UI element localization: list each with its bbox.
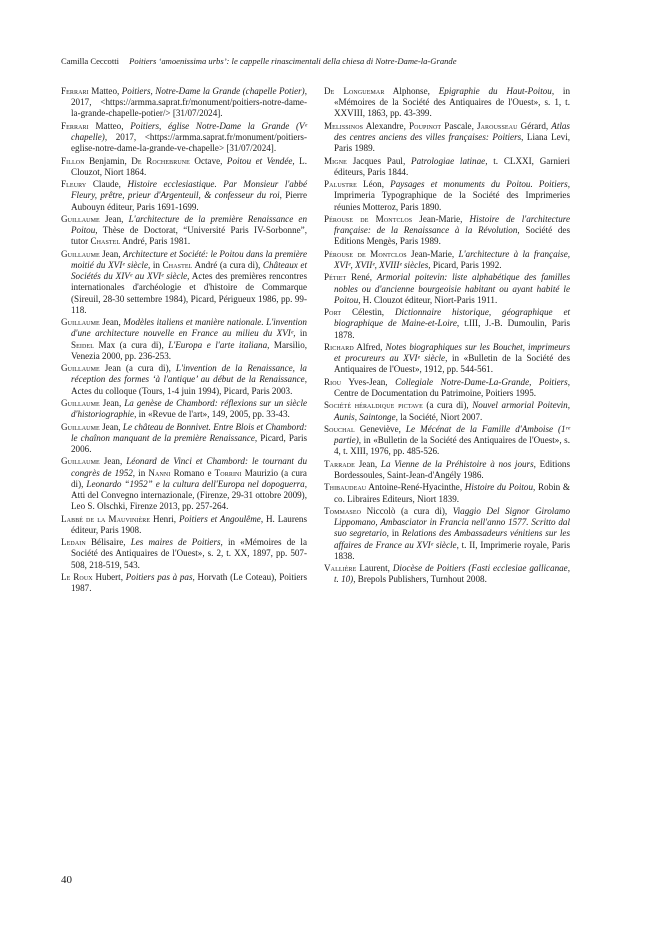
entry-text: Benjamin, [84,155,132,166]
bibliography-entry [61,156,307,178]
entry-text: , Actes des premières rencontres internationales d'archéologie et d'histoire de Commarque (Sireuil, 28-30 settembre 1984), Picard, Périgueux 1986, pp. 99-118. [71,271,307,315]
entry-title-text: Dictionnaire historique, géographique et biographique de Maine-et-Loire [334,307,571,329]
entry-author-name: Pérouse de Montclos [324,213,413,224]
entry-title-text: Relations des Ambassadeurs vénitiens sur les affaires de France au XVIᵉ siècle [334,528,570,550]
entry-text: (a cura di), [422,400,473,411]
entry-author-name: De Longuemar [324,86,385,96]
entry-title-text: Léonard de Vinci et Chambord: le tournant du congrès de 1952 [71,456,308,478]
bibliography-entry [61,537,307,571]
entry-text: , Picard, Paris 2006. [71,432,308,454]
entry-title-text: L'architecture de la première Renaissance en Poitou [71,213,307,236]
entry-title-text: Patrologiae latinae [411,155,486,166]
entry-text: Jean, [99,248,123,259]
entry-title-text: Poitiers pas à pas [125,571,193,582]
entry-title-text: Histoire ecclesiastique. Par Monsieur l'abbé Fleury, prêtre, prieur d'Argenteuil, & confesseur du roi [71,179,307,201]
entry-author-name: Pétiet [324,272,347,283]
entry-title-text: Diocèse de Poitiers (Fasti ecclesiae gallicanae, t. 10) [334,563,570,585]
page-number: 40 [61,874,72,886]
entry-author-name: Guillaume [61,213,100,224]
bibliography-entry [324,272,570,306]
entry-title-text: La Vienne de la Préhistoire à nos jours [380,458,534,469]
entry-text: Jean, [99,397,125,408]
entry-text: Alphonse, [384,86,439,96]
entry-text: , in [132,467,149,478]
entry-title-text: Paysages et monuments du Poitou. Poitiers [390,179,568,190]
entry-text: , t. CLXXI, Garnieri éditeurs, Paris 1844. [334,155,571,177]
bibliography-entry [61,514,307,536]
entry-author-name: Ferrari [61,120,89,131]
entry-text: Romano e [170,467,215,478]
entry-text: Maurizio (a cura di), [71,467,307,489]
entry-title-text: Notes biographiques sur les Bouchet, imprimeurs et procureurs au XVIᵉ siècle [334,341,570,364]
entry-title-text: Atlas des centres anciens des villes françaises: Poitiers [334,120,570,142]
entry-author-name: Société héraldique pictave [324,400,423,411]
entry-author-name: Melissinos [324,120,364,131]
entry-text: Matteo, [88,120,131,131]
bibliography-entry [324,214,570,248]
entry-text: Célestin, [341,307,395,318]
bibliography-entry [324,563,570,585]
bibliography-entry [324,121,570,155]
bibliography-entry [61,363,307,397]
entry-text: , in [147,259,163,270]
bibliography-left-column [61,86,307,596]
bibliography-entry [61,179,307,213]
entry-author-name: Richard [324,341,354,352]
bibliography-entry [61,422,307,456]
entry-text: , in «Bulletin de la Société des Antiquaires de l'Ouest», 1912, pp. 544-561. [334,353,570,375]
entry-text: , Pierre Aubouyn éditeur, Paris 1691-1699. [71,190,307,212]
entry-text: , in «Bulletin de la Société des Antiquaires de l'Ouest», s. 4, t. XIII, 1976, pp. 485-526. [334,435,570,457]
entry-text: Henri, [150,513,179,524]
entry-title-text: Poitiers, Notre-Dame la Grande (chapelle Potier) [121,86,305,96]
entry-text: André (a cura di), [192,259,263,270]
bibliography-entry [324,86,570,120]
entry-title-text: Modèles italiens et manière nationale. L'invention d'une architecture nouvelle en France au milieu du XVIᵉ [71,317,307,339]
entry-text: André, Paris 1981. [120,236,191,247]
entry-author-name: Pérouse de Montclos [324,248,407,259]
entry-text: Seidel [71,339,94,350]
entry-text: Alexandre, [363,120,409,131]
entry-text: , H. Clouzot éditeur, Niort-Paris 1911. [358,294,498,305]
running-head-title: Poitiers ‘amoenissima urbs’: le cappelle rinascimentali della chiesa di Notre-Dame-la-Grande [129,56,457,66]
entry-author-name: Le Roux [61,571,93,582]
entry-author-name: Tarrade [324,458,355,469]
bibliography-entry [61,456,307,512]
entry-author-name: Ferrari [61,86,89,96]
entry-title-text: Architecture et Société: le Poitou dans la première moitié du XVIᵉ siècle [71,248,307,270]
entry-text: , in [293,328,307,339]
bibliography-entry [324,424,570,458]
entry-author-name: Guillaume [61,317,100,328]
bibliography-entry [61,398,307,420]
bibliography-entry [324,459,570,481]
entry-text: , la Société, Niort 2007. [395,411,483,422]
entry-title-text: L'invention de la Renaissance, la réception des formes ‘à l'antique’ au début de la Renaissance [71,363,307,385]
entry-text: Laurent, [356,563,393,574]
bibliography-entry [324,342,570,376]
entry-text: , t.III, J.-B. Dumoulin, Paris 1878. [334,318,570,340]
entry-author-name: Vallière [324,563,357,574]
entry-title-text: Les maires de Poitiers [130,537,221,548]
entry-author-name: Souchal [324,423,355,434]
entry-title-text: Le château de Bonnivet. Entre Blois et Chambord: le chaînon manquant de la première Renaissance [71,421,307,443]
bibliography-entry [324,506,570,562]
entry-text: Poupinot [408,120,442,131]
entry-text: Matteo, [88,86,122,96]
entry-author-name: Guillaume [61,397,100,408]
entry-author-name: Guillaume [61,363,100,374]
entry-text: , Centre de Documentation du Patrimoine, Poitiers 1995. [334,376,570,398]
entry-text: Léon, [356,179,391,190]
entry-text: Geneviève, [354,423,406,434]
entry-text: , 2017, <https://armma.saprat.fr/monument/poitiers-eglise-notre-dame-la-grande-ve-chapelle> [31/07/2024]. [71,132,307,154]
entry-text: Nanni [148,467,171,478]
entry-text: , in «Mémoires de la Société des Antiquaires de l'Ouest», s. 1, t. XXVIII, 1863, pp. 43-399. [334,86,570,119]
entry-text: Jean (a cura di), [99,363,176,374]
entry-title-text: Poitou et Vendée [226,155,293,166]
entry-text: Jean, [99,456,127,467]
bibliography-entry [61,214,307,248]
entry-title-text: L'Europa e l'arte italiana [168,339,268,350]
entry-text: , Horvath (Le Coteau), Poitiers 1987. [71,571,307,594]
entry-text: , Robin & co. Libraires Editeurs, Niort 1839. [334,482,570,504]
entry-title-text: Poitiers et Angoulême [178,513,261,524]
entry-text: , Imprimeria Typographique de la Société des Imprimeries réunies Motteroz, Paris 1890. [334,179,570,212]
entry-title-text: L'architecture à la française, XVIᵉ, XVIIᵉ, XVIIIᵉ siècles [334,248,571,270]
entry-text: Jacques Paul, [346,155,412,166]
entry-text: , in «Mémoires de la Société des Antiquaires de l'Ouest», s. 2, t. XX, 1897, pp. 507-508, 218-519, 543. [71,537,307,570]
entry-author-name: Ledain [61,537,86,548]
bibliography-entry [61,121,307,155]
entry-text: Antoine-René-Hyacinthe, [366,482,465,493]
bibliography-entry [324,249,570,271]
entry-text: Pascale, [441,120,477,131]
bibliography-entry [61,317,307,362]
entry-author-name: Thibaudeau [324,482,367,493]
entry-author-name: Fillon [61,155,85,166]
entry-author-name: Guillaume [61,421,100,432]
entry-title-text: Histoire de l'architecture française: de la Renaissance à la Révolution [334,213,570,236]
entry-text: , Brepols Publishers, Turnhout 2008. [353,574,487,585]
entry-title-text: Viaggio Del Signor Girolamo Lippomano, Ambasciator in Francia nell'anno 1577. Scritto dal suo segretario [334,505,570,539]
entry-text: , L. Clouzot, Niort 1864. [71,155,307,177]
entry-author-name: Guillaume [61,248,100,259]
entry-text: , in «Revue de l'art», 149, 2005, pp. 33-43. [134,409,290,420]
entry-text: , in [386,528,402,539]
entry-text: Jean, [99,317,124,328]
entry-text: Chastel [90,236,121,247]
entry-text: , Picard, Paris 1992. [428,259,502,270]
entry-title-text: Poitiers, église Notre-Dame la Grande (Vᵉ chapelle) [71,120,307,142]
entry-text: , Editions Bordessoules, Saint-Jean-d'Angély 1986. [334,458,570,480]
entry-title-text: Epigraphie du Haut-Poitou [438,86,552,96]
entry-text: Max (a cura di), [93,339,169,350]
entry-author-name: Palustre [324,179,357,190]
entry-text: Jarousseau [476,120,518,131]
entry-title-text: La genèse de Chambord: réflexions sur un siècle d'historiographie [71,397,308,420]
running-head-author: Camilla Ceccotti [61,56,119,66]
entry-text: Jean, [354,458,381,469]
entry-text: Hubert, [92,571,126,582]
entry-title-text: Histoire du Poitou [464,482,534,493]
entry-title-text: Nouvel armorial Poitevin, Aunis, Saintonge [334,400,570,422]
entry-text: , Société des Editions Mengès, Paris 1989. [334,225,570,247]
bibliography-entry [324,377,570,399]
bibliography-entry [324,482,570,504]
bibliography-entry [324,156,570,178]
entry-title-text: Collegiale Notre-Dame-La-Grande, Poitiers [395,376,568,387]
entry-text: , Actes du colloque (Tours, 1-4 juin 1994), Picard, Paris 2003. [71,374,307,396]
entry-text: Claude, [86,179,128,190]
entry-text: Jean, [99,421,123,432]
entry-author-name: Fleury [61,179,87,190]
entry-title-text: Châteaux et Sociétés du XIVᵉ au XVIᵉ siècle [71,259,307,282]
entry-author-name: Port [324,307,342,318]
entry-text: Chastel [162,259,193,270]
entry-text: Alfred, [353,341,386,352]
entry-text: Jean-Marie, [406,248,459,259]
bibliography-entry [61,86,307,120]
entry-text: Jean-Marie, [412,213,470,224]
entry-text: , Marsilio, Venezia 2000, pp. 236-253. [71,339,308,361]
bibliography-entry [324,307,570,341]
entry-text: , Atti del Convegno internazionale, (Firenze, 29-31 ottobre 2009), Leo S. Olschki, Firenze 2013, pp. 257-264. [71,478,307,512]
entry-text: Torrini [214,467,242,478]
entry-author-name: Labbé de la Mauvinière [61,513,151,524]
bibliography-entry [324,400,570,422]
bibliography-entry [324,179,570,213]
entry-text: De Rochebrune [131,155,190,166]
entry-text: , Thèse de Doctorat, “Université Paris IV-Sorbonne”, tutor [71,225,307,247]
entry-text: Gérard, [517,120,552,131]
entry-text: Octave, [189,155,227,166]
entry-text: Jean, [99,213,129,224]
entry-text: , H. Laurens éditeur, Paris 1908. [71,513,308,535]
entry-text: Yves-Jean, [341,376,396,387]
running-head [61,56,601,66]
entry-author-name: Migne [324,155,347,166]
entry-text: , 2017, <https://armma.saprat.fr/monument/poitiers-notre-dame-la-grande-chapelle-potier/> [31/07/2024]. [71,86,307,119]
entry-text: , t. II, Imprimerie royale, Paris 1838. [334,539,570,561]
bibliography-right-column [324,86,570,587]
entry-text: Niccolò (a cura di), [361,505,453,516]
entry-title-text: Armorial poitevin: liste alphabétique des familles nobles ou d'ancienne bourgeoisie habitant ou ayant habité le Poitou [334,272,570,305]
entry-author-name: Guillaume [61,456,100,467]
bibliography-entry [61,572,307,594]
entry-title-text: Leonardo “1952” e la cultura dell'Europa nel dopoguerra [86,478,305,489]
bibliography-entry [61,249,307,316]
entry-author-name: Tommaseo [324,505,362,516]
entry-author-name: Riou [324,376,342,387]
entry-text: Bélisaire, [85,537,131,548]
entry-title-text: Le Mécénat de la Famille d'Amboise (1ʳᵉ partie) [334,423,570,446]
entry-text: René, [346,272,377,283]
entry-text: , Liana Levi, Paris 1989. [334,132,571,154]
